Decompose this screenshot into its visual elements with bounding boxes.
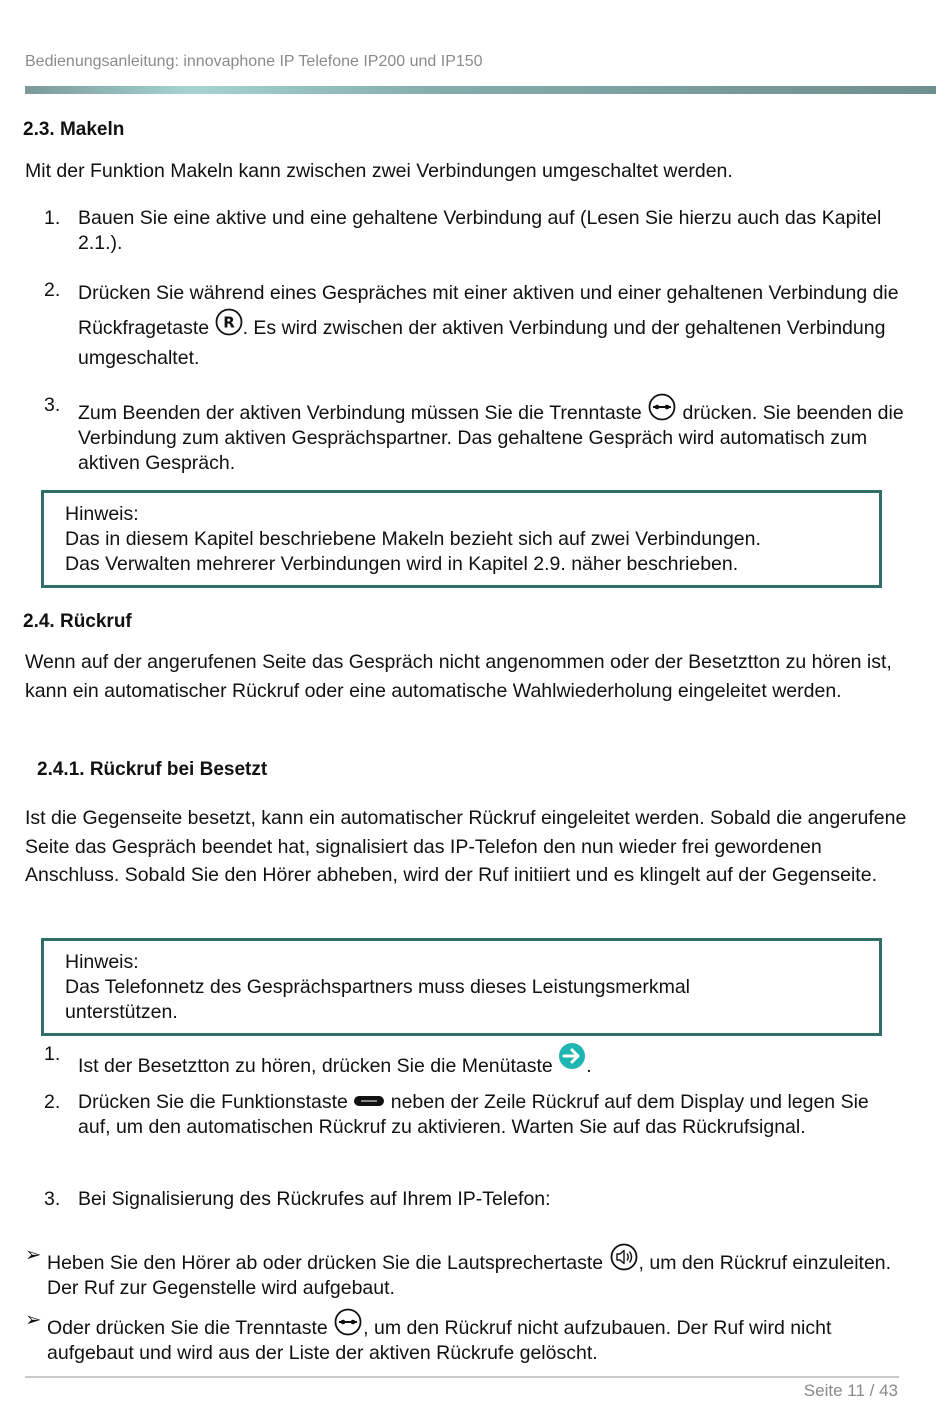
step-text-b: . [586, 1055, 592, 1077]
section-heading-makeln: 2.3. Makeln [23, 119, 125, 140]
bullet-arrow-icon: ➢ [25, 1244, 42, 1266]
step-text-a: Zum Beenden der aktiven Verbindung müssen Sie die Trenntaste [78, 402, 648, 424]
note-line: unterstützen. [65, 1001, 178, 1023]
step-number: 3. [44, 394, 61, 416]
note-box-makeln [41, 490, 882, 588]
step-text-a: Drücken Sie die Funktionstaste [78, 1091, 354, 1113]
rueckruf-bullet-1 [25, 1243, 915, 1301]
page-number: Seite 11 / 43 [803, 1381, 898, 1400]
header-rule [25, 86, 936, 94]
section-heading-rueckruf: 2.4. Rückruf [23, 611, 132, 632]
makeln-step-1 [44, 206, 904, 256]
step-text-a: Ist der Besetztton zu hören, drücken Sie die Menütaste [78, 1055, 559, 1077]
note-line: Das Telefonnetz des Gesprächspartners muss dieses Leistungsmerkmal [65, 976, 691, 998]
step-text-a: Drücken Sie während eines Gespräches mit einer aktiven und einer gehaltenen Verbindung die Rückfragetaste [78, 282, 899, 339]
rueckruf-intro: Wenn auf der angerufenen Seite das Gespräch nicht angenommen oder der Besetztton zu hören ist, kann ein automatischer Rückruf oder eine automatische Wahlwiederholung eingeleitet werden. [25, 651, 892, 702]
step-text: Bei Signalisierung des Rückrufes auf Ihrem IP-Telefon: [78, 1188, 551, 1210]
bullet-text-a: Oder drücken Sie die Trenntaste [47, 1317, 334, 1339]
rueckruf-step-2 [44, 1090, 904, 1140]
makeln-step-2 [44, 278, 904, 373]
menu-arrow-key-icon [558, 1042, 586, 1070]
step-text: Bauen Sie eine aktive und eine gehaltene Verbindung auf (Lesen Sie hierzu auch das Kapitel 2.1.). [78, 207, 882, 254]
bullet-text-b: , um den Rückruf nicht aufzubauen. Der Ruf wird nicht aufgebaut und wird aus der Liste der aktiven Rückrufe gelöscht. [47, 1317, 832, 1364]
step-text-b: drücken. Sie beenden die Verbindung zum aktiven Gesprächspartner. Das gehaltene Gespräch wird automatisch zum aktiven Gespräch. [78, 402, 904, 474]
rueckruf-besetzt-intro: Ist die Gegenseite besetzt, kann ein automatischer Rückruf eingeleitet werden. Sobald die angerufene Seite das Gespräch beendet hat, signalisiert das IP-Telefon den nun wieder frei gewordenen Anschluss. Sobald Sie den Hörer abheben, wird der Ruf initiiert und es klingelt auf der Gegenseite. [25, 807, 907, 886]
step-number: 2. [44, 279, 61, 301]
disconnect-key-icon [647, 393, 677, 421]
bullet-arrow-icon: ➢ [25, 1309, 42, 1331]
svg-text:R: R [222, 313, 235, 332]
bullet-text-b: , um den Rückruf einzuleiten. Der Ruf zur Gegenstelle wird aufgebaut. [47, 1252, 892, 1299]
step-number: 3. [44, 1188, 61, 1210]
disconnect-key-icon [333, 1308, 363, 1336]
makeln-step-3 [44, 393, 904, 476]
step-text-b: neben der Zeile Rückruf auf dem Display und legen Sie auf, um den automatischen Rückruf zu aktivieren. Warten Sie auf das Rückrufsignal. [78, 1091, 869, 1138]
makeln-intro: Mit der Funktion Makeln kann zwischen zwei Verbindungen umgeschaltet werden. [25, 160, 733, 182]
function-key-icon [353, 1094, 385, 1108]
document-header-title: Bedienungsanleitung: innovaphone IP Telefone IP200 und IP150 [25, 53, 483, 70]
note-line: Das in diesem Kapitel beschriebene Makeln bezieht sich auf zwei Verbindungen. [65, 528, 761, 550]
bullet-text-a: Heben Sie den Hörer ab oder drücken Sie die Lautsprechertaste [47, 1252, 609, 1274]
rueckruf-step-3 [44, 1187, 904, 1212]
rueckruf-step-1 [44, 1042, 904, 1079]
note-label: Hinweis: [65, 503, 139, 525]
step-number: 2. [44, 1091, 61, 1113]
step-text-b: . Es wird zwischen der aktiven Verbindung und der gehaltenen Verbindung umgeschaltet. [78, 317, 886, 369]
step-number: 1. [44, 207, 61, 229]
subsection-heading-rueckruf-bei-besetzt: 2.4.1. Rückruf bei Besetzt [37, 759, 268, 780]
footer-rule [25, 1376, 899, 1378]
note-line: Das Verwalten mehrerer Verbindungen wird in Kapitel 2.9. näher beschrieben. [65, 553, 739, 575]
note-label: Hinweis: [65, 951, 139, 973]
step-number: 1. [44, 1043, 61, 1065]
note-box-rueckruf [41, 938, 882, 1036]
speaker-key-icon [609, 1243, 639, 1271]
recall-r-key-icon [215, 308, 243, 336]
rueckruf-bullet-2 [25, 1308, 915, 1366]
